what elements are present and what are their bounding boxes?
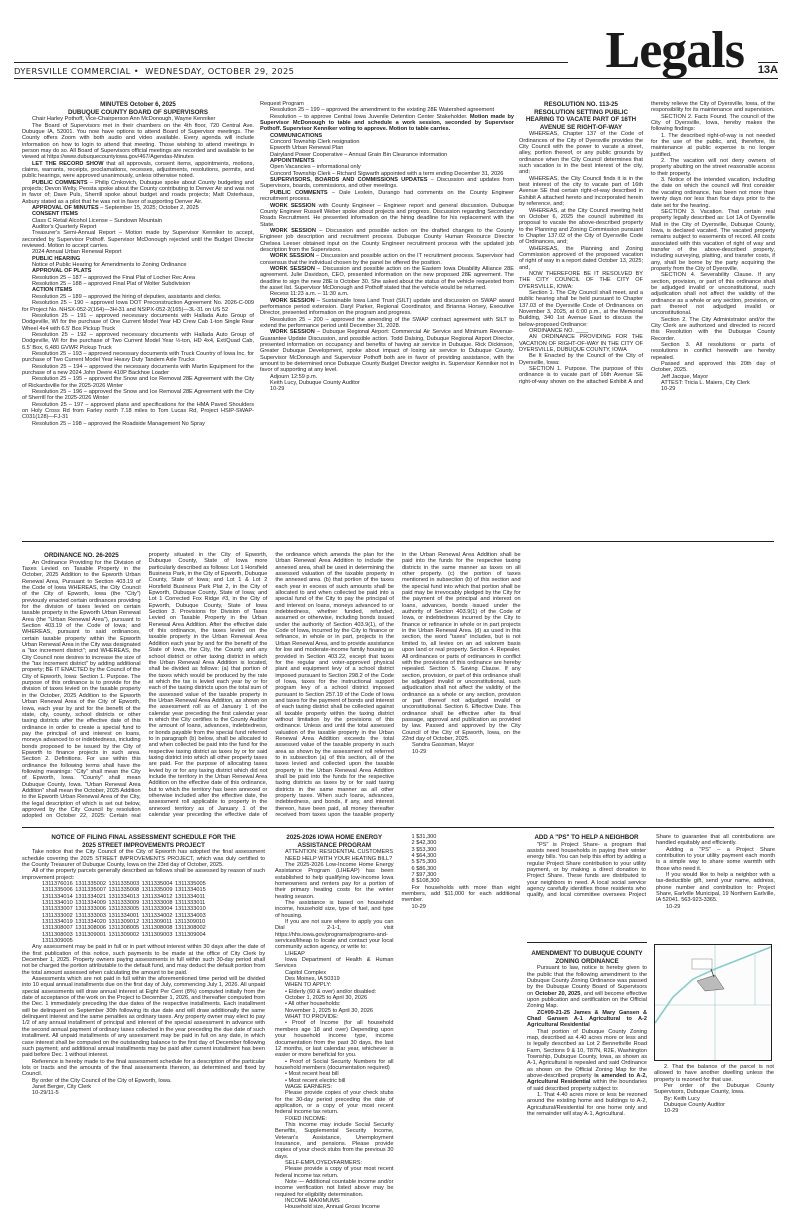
paragraph: WHEREAS, the City Council finds it is in the best interest of the city to vacate part of 16th Avenue SE that certain right-of-way described in Exhibit A attached hereto and incorporated herein by reference, and; [519,175,643,208]
assessment-notice [22,834,265,1097]
liheap-line: Capitol Complex [285,969,327,976]
paragraph: 2. The vacation will not deny owners of property abutting on the street reasonable access to their property. [651,158,775,177]
paragraph: AN ORDINANCE PROVIDING FOR THE VACATION OF RIGHT-OF-WAY IN THE CITY OF DYERSVILLE, DUBUQUE COUNTY, IOWA [519,334,643,354]
plat-item: Resolution 25 – 188 – approved Final Plat of Wolter Subdivision [32,281,191,288]
parcel-row: 1311376016 1311335002 1311335003 1311335004 1311335005 [42,880,206,887]
pc2-label: PUBLIC COMMENTS [270,189,328,196]
work-session [260,253,514,266]
action-item: Resolution 25 – 197 – approved plans and specifications for the HMA Paved Shoulders on Holy Cross Rd from Farley north 7.18 miles to Tom Lucas Rd, Project HSIP-SWAP-C031(128)—FJ-31 [22,401,254,421]
liheap-line: • Elderly (60 & over) and/or disabled: [285,988,377,995]
appointment-item: Concord Township Clerk – Richard Sigwarth appointed with a term ending December 31, 2026 [270,170,504,177]
liheap-line: October 1, 2025 to April 30, 2026 [285,995,368,1002]
ws-label: WORK SESSION [270,297,315,304]
liheap-line: • Proof of Social Security Numbers for all household members (documentation required) [275,1058,394,1071]
parcel-row: 1311333007 1311333006 1311333005 1311333004 1311333010 [42,906,206,913]
action-item: Resolution 25 – 193 – approved necessary documents with Truck Country of Iowa Inc. for purchase of Two Current Model Year Heavy Duty Tandem Axle Trucks [22,350,254,364]
order-line: Per order of the Dubuque County Supervisors, Dubuque County, Iowa. [654,1083,774,1096]
paragraph: Section 3. All resolutions or parts of resolutions in conflict herewith are hereby repealed. [651,342,775,361]
parcel-map-icon [655,945,771,1060]
parcel-row: 1311334010 1311334009 1311333009 1311333008 1311333011 [42,899,206,906]
liheap-line: WHAT TO PROVIDE: [285,1014,339,1021]
liheap-line: If you are not sure where to apply you can Dial 2-1-1, visit https://hhs.iowa.gov/programs/programs-and-services/liheap to locate and contact your local community action agency, or write to: [275,918,394,951]
order-line: By order of the City Council of the City of Epworth, Iowa. [32,1077,172,1084]
consent-item: Auditor's Quarterly Report [32,224,97,231]
zoning-amendment-col1 [527,950,647,1222]
auditor-signature: Keith Lucy, Dubuque County Auditor [270,380,360,387]
adjourn: Adjourn 12:59 p.m. [270,373,318,380]
household-size: 2 [411,840,415,847]
record-show [22,161,254,180]
liheap-notice [275,834,520,1214]
issue-date: WEDNESDAY, OCTOBER 29, 2025 [145,66,295,76]
parcel-row: 1311333002 1311333003 1311334001 1311334002 1311334003 [42,912,206,919]
resolution-subtitle: RESOLUTION SETTING PUBLIC HEARING TO VACATE PART OF 16TH AVENUE SE RIGHT-OF-WAY [525,108,637,131]
action-item: Resolution 25 – 198 – approved the Roadside Management No Spray [32,420,205,427]
liheap-line: INCOME MAXIMUMS [285,1198,340,1205]
liheap-line: Iowa Department of Health & Human Services [275,957,394,970]
liheap-line: Des Moines, IA 50319 [285,976,340,983]
action-item: Resolution 25 – 192 – approved necessary documents with Hallada Auto Group of Dodgeville, WI for the purchase of Two Current Model Year ½-ton, HD 4x4, Ext/Quad Cab, 6.5' Box, 6,480 GVWR Pickup Truck [22,331,254,351]
intro-date: October 20, 2025 [535,990,581,997]
resolution-title: RESOLUTION NO. 113-25 [544,101,618,108]
desc-bold: is amended to A-2, Agricultural Residential [527,1073,647,1086]
household-size: 8 [411,878,415,885]
header-rule [14,62,568,63]
public-comments [22,180,254,205]
publication-code: 10-29 [664,1108,679,1115]
intro-end: , and will become effective upon publication and certification on the Official Zoning Map. [527,990,647,1010]
liheap-title: 2025-2026 IOWA HOME ENERGY ASSISTANCE PROGRAM [286,834,383,849]
liheap-line: • Proof of Income (for all household members age 18 and over) Depending upon your household income type, income documentation from the past 30 days, the last 12 months, or last calendar year, whichever is easier or more beneficial for you. [275,1020,394,1059]
intro-text: Pursuant to law, notice is hereby given to the public that the following amendment to the Dubuque County Zoning Ordinance was passed by the Dubuque County Board of Supervisors on [527,965,647,997]
publication-code: 10-29 [666,903,681,910]
publication-code: 10-29 [661,386,676,393]
notice-subtitle: 2025 STREET IMPROVEMENTS PROJECT [82,841,205,849]
action-item: Resolution 25 – 191 – approved necessary documents with Hallada Auto Group of Dodgeville, WI for the purchase of One Current Model Year HD Crew Cab 1-ton Single Rear Wheel 4x4 with 6.5' Box Pickup Truck [22,312,254,332]
ws-text: – Discussion and possible action on the drafted changes to the County Engineer job description and recruitment process. Dubuque County Human Resource Director Chelsea Leeser obtained input on the County Engineer recruitment process with the updated job description from the Supervisors. [260,227,514,253]
notice-title: NOTICE OF FILING FINAL ASSESSMENT SCHEDULE FOR THE [51,834,236,841]
publication-code: 10-29 [411,903,426,910]
liheap-line: The assistance is based on household income, household size, type of fuel, and type of housing. [275,899,394,919]
separator: • [133,66,140,76]
paragraph: Section 1. The City Council shall meet, and a public hearing shall be held pursuant to Chapter 137.03 of the Dyersville Code of Ordinances on November 3, 2025, at 6:00 p.m., at the Memorial Building, 340 1st Avenue East to discuss the below-proposed Ordinance: [519,289,643,328]
desc-end: within the boundaries of said described property subject to: [527,1079,647,1092]
consent-item: 2024 Annual Urban Renewal Report [32,249,122,256]
paragraph: WHEREAS, at the City Council meeting held on October 6, 2025 the council submitted its proposal to vacate the above-described property to the Planning and Zoning Commission pursuant to Chapter 137.02 of the City of Dyersville Code of Ordinances, and; [519,207,643,246]
zoning-description [527,1029,647,1092]
ws-text: – Dubuque Regional Airport: Commercial Air Service and Minimum Revenue-Guarantee Update Discussion, and possible action. Todd Dalsing, Dubuque Regional Airport Director, presented information on occupancy and benefits of having air service in Dubuque. Rick Dickinson, Greater Dubuque Development, spoke about impact of losing air service to Dubuque County. Supervisor McDonough and Supervisor Pothoff both are in favor of providing assistance, with the amount to be determined once Dubuque County Budget Director weighs in. Supervisor Kenniker not in favor of supporting at any level. [260,329,514,374]
paragraph: NOW THEREFORE BE IT RESOLVED BY THE CITY COUNCIL OF THE CITY OF DYERSVILLE, IOWA: [519,270,643,290]
household-size: 5 [411,859,415,866]
paragraph: "PS" is Project Share- a program that assists need households in paying their winter energy bills. You can help this effort by adding a regular Project Share contribution to your utility payment, or by making a direct donation to Project Share. These funds are distributed to your neighbors in need. A local social service agency carefully identifies those residents who qualify, and local committee oversees Project Share to guarantee that all contributions are handled equitably and efficiently. [527,834,775,899]
publication-name: DYERSVILLE COMMERCIAL [14,66,131,76]
paragraph: SECTION 3. Vacation. That certain real property legally described as: Lot 1A of Dyersville Mall in the City of Dyersville, Dubuque County, Iowa, is declared vacated. The vacated property remains subject to easements of record. All costs associated with this vacation of right of way and transfer of the above-described property, including surveying, platting, and transfer costs, if any, shall be borne by the party acquiring the property from the City of Dyersville. [651,208,775,272]
liheap-line: ATTENTION: RESIDENTIAL CUSTOMERS [285,849,394,856]
household-size: 6 [411,865,415,872]
income-max: $108,300 [416,878,440,885]
liheap-line: • All other households: [285,1001,341,1008]
communication-item: Concord Township Clerk resignation [270,139,360,146]
household-size: 3 [411,846,415,853]
res-motion: Motion made by Supervisor McDonough to table and schedule a work session, seconded by Supervisor Pothoff. Supervisor Kenniker voting to approve. Motion to table carries. [260,113,514,133]
paragraph: Adding a "PS" – a Project Share contribution to your utility payment each month is a simple way to share some warmth with those who need it. [656,846,775,872]
approval-text: – September 15, 2025; October 2, 2025 [98,205,199,211]
paragraph: 3. Notice of the intended vacation, including the date on which the council will first consider the vacating ordinance, has been not more than twenty days nor less than four days prior to the date set for the hearing. [651,177,775,209]
parcel-row: 1311334014 1311334021 1311334013 1311334012 1311334011 [42,893,206,900]
paragraph: Section 2. The City Administrator and/or the City Clerk are authorized and directed to record this Resolution with the Dubuque County Recorder. [651,316,775,342]
ws-label: WORK SESSION [270,202,316,209]
parcel-row: 1311308007 1311308006 1311308005 1311308008 1311308002 [42,925,206,932]
parcel-row: 1311334019 1311334020 1311309012 1311309011 1311309010 [42,918,206,925]
action-item: Resolution 25 – 194 – approved the necessary documents with Martin Equipment for the purchase of a new 2024 John Deere 410P Backhoe Loader [22,363,254,376]
desc-text: That portion of Dubuque County Zoning map, described as 4.40 acres more or less and is legally described as Lot 2 Bennettville Road Farm, Sections 9 & 10, T87N, R2E, Washington Township, Dubuque County, Iowa, as shown as A-1, Agricultural is repealed and said Ordinance as shown on the Official Zoning Map for the above-described property [527,1028,647,1080]
updates [260,177,514,190]
pc-text: – Philip Crnkovich, Dubuque spoke about County budgeting and projects; Devon Welty, Peosta spoke about the County contributing to Denver Air and was not in favor of; Dave Puls, Sherrill spoke about budget and roads projects; Matt Osterhaus, Asbury stated as a pilot that he was not in favor of supporting Denver Air. [22,179,254,205]
ordinance-body: An Ordinance Providing for the Division of Taxes Levied on Taxable Property in the October, 2025 Addition to the Epworth Urban Renewal Area, Pursuant to Section 403.19 of the Code of Iowa WHEREAS, the City Council of the City of Epworth, Iowa (the "City") previously enacted certain ordinances providing for the division of taxes levied on certain taxable property in the Epworth Urban Renewal Area (the "Urban Renewal Area"), pursuant to Section 403.19 of the Code of Iowa; and WHEREAS, pursuant to said ordinances, certain taxable property within the Epworth Urban Renewal Area in the City was designated a "tax increment district"; and WHEREAS, the City Council now desires to increase the size of the "tax increment district" by adding additional property; BE IT ENACTED by the Council of the City of Epworth, Iowa: Section 1. Purpose. The purpose of this ordinance is to provide for the division of taxes levied on the taxable property in the October, 2025 Addition to the Epworth Urban Renewal Area of the City of Epworth, Iowa, each year by and for the benefit of the state, city, county, school districts or other taxing districts after the effective date of this ordinance in order to create a special fund to pay the principal of and interest on loans, moneys advanced to or indebtedness, including bonds proposed to be issued by the City of Epworth to finance projects in such area. Section 2. Definitions. For use within this ordinance the following terms shall have the following meanings: "City" shall mean the City of Epworth, Iowa. "County" shall mean Dubuque County, Iowa. "Urban Renewal Area Addition" shall mean the October, 2025 Addition to the Epworth Urban Renewal Area of the City, the legal description of which is set out below, approved by the City Council by resolution adopted on October 22, 2025: Certain real property situated in the City of Epworth, Dubuque County, State of Iowa more particularly described as follows: Lot 1 Horsfield Business Park, in the City of Epworth, Dubuque County, State of Iowa; and Lot 1 & Lot 2 Horsfield Business Park Plat 2, in the City of Epworth, Dubuque County, State of Iowa; and Lot 1 Corrected Fox Ridge #3, in the City of Epworth, Dubuque County, State of Iowa Section 3. Provisions for Division of Taxes Levied on Taxable Property in the Urban Renewal Area Addition. After the effective date of this ordinance, the taxes levied on the taxable property in the Urban Renewal Area Addition each year by and for the benefit of the State of Iowa, the City, the County and any school district or other taxing district in which the Urban Renewal Area Addition is located, shall be divided as follows: (a) that portion of the taxes which would be produced by the rate at which the tax is levied each year by or for each of the taxing districts upon the total sum of the assessed value of the taxable property in the Urban Renewal Area Addition, as shown on the assessment roll as of January 1 of the calendar year preceding the first calendar year in which the City certifies to the County Auditor the amount of loans, advances, indebtedness, or bonds payable from the special fund referred to in paragraph (b) below, shall be allocated to and when collected be paid into the fund for the respective taxing district as taxes by or for said taxing district into which all other property taxes are paid. For the purpose of allocating taxes levied by or for any taxing district which did not include the territory in the Urban Renewal Area Addition on the effective date of this ordinance, but to which the territory has been annexed or otherwise included after the effective date, the assessment roll applicable to property in the annexed territory as of January 1 of the calendar year preceding the effective date of the ordinance which amends the plan for the Urban Renewal Area Addition to include the annexed area, shall be used in determining the assessed valuation of the taxable property in the annexed area. (b) that portion of the taxes each year in excess of such amounts shall be allocated to and when collected be paid into a special fund of the City to pay the principal of and interest on loans, moneys advanced to or indebtedness, whether funded, refunded, assumed or otherwise, including bonds issued under the authority of Section 403.9(1), of the Code of Iowa, incurred by the City to finance or refinance, in whole or in part, projects in the Urban Renewal Area, and to provide assistance for low and moderate-income family housing as provided in Section 403.22, except that taxes for the regular and voter-approved physical plant and equipment levy of a school district imposed pursuant to Section 298.2 of the Code of Iowa, taxes for the instructional support program levy of a school district imposed pursuant to Section 257.19 of the Code of Iowa and taxes for the payment of bonds and interest of each taxing district shall be collected against all taxable property within the taxing district without limitation by the provisions of this ordinance. Unless and until the total assessed valuation of the taxable property in the Urban Renewal Area Addition exceeds the total assessed value of the taxable property in such area as shown by the assessment roll referred to in subsection (a) of this section, all of the taxes levied and collected upon the taxable property in the Urban Renewal Area Addition shall be paid into the funds for the respective taxing districts as taxes by or for said taxing districts in the same manner as all other property taxes. When such loans, advances, indebtedness, and bonds, if any, and interest thereon, have been paid, all money thereafter received from taxes upon the taxable property in the Urban Renewal Area Addition shall be paid into the funds for the respective taxing districts in the same manner as taxes on all other property. (c) the portion of taxes mentioned in subsection (b) of this section and the special fund into which that portion shall be paid may be irrevocably pledged by the City for the payment of the principal and interest on loans, advances, bonds issued under the authority of Section 403.9(1) of the Code of Iowa, or indebtedness incurred by the City to finance or refinance in whole or in part projects in the Urban Renewal Area. (d) as used in this section, the word "taxes" includes, but is not limited to, all levies on an ad valorem basis upon land or real property. Section 4. Repealer. All ordinances or parts of ordinances in conflict with the provisions of this ordinance are hereby repealed. Section 5. Saving Clause. If any section, provision, or part of this ordinance shall be adjudged invalid or unconstitutional, such adjudication shall not affect the validity of the ordinance as a whole or any section, provision or part thereof not adjudged invalid or unconstitutional. Section 6. Effective Date. This ordinance shall be effective after its final passage, approval and publication as provided by law. Passed and approved by the City Council of the City of Epworth, Iowa, on the 22nd day of October, 2025. [22,552,521,820]
parcel-row: 1311308003 1311309001 1311309002 1311309003 1311309004 [42,931,206,938]
liheap-line: NEED HELP WITH YOUR HEATING BILL? [285,855,393,862]
ws-text: with County Engineer – Engineer report and general discussion. Dubuque County Engineer Russell Weber spoke about projects and progress. Discussion regarding Secondary Roads Recruitment. He presented information on the hiring deadline for his replacement with the State. [260,202,514,228]
appointments-heading: APPOINTMENTS [270,158,315,165]
zoning-condition: 2. That the balance of the parcel is not allowed to have another dwelling unless the property is rezoned for that use. [654,1064,774,1083]
continued-text: Request Program [260,101,304,107]
liheap-line: November 1, 2025 to April 30, 2026 [285,1007,374,1014]
resolution-200: Resolution 25 – 200 – approved the amending of the SWAP contract agreement with SILT to extend the performance period until December 31, 2028. [260,316,514,330]
communications-heading: COMMUNICATIONS [270,132,323,139]
notice-intro: Take notice that the City Council of the City of Epworth has adopted the final assessment schedule covering the 2025 STREET IMPROVEMENTS PROJECT, which was duly certified to the County Treasurer of Dubuque County, Iowa on the 23rd day of October, 2025. [22,849,265,868]
liheap-line: • Most recent electric bill [285,1077,346,1084]
signer: By: Keith Lucy [664,1095,700,1102]
income-max: $75,300 [416,859,437,866]
pc2-text: – Dale Leslein, Durango had comments on the County Engineer recruitment process. [260,189,515,203]
paragraph: Be It Enacted by the Council of the City of Dyersville, Iowa: [519,353,643,366]
clerk-signature: Janet Berger, City Clerk [32,1083,92,1090]
publication-code: 10-29 [411,748,427,755]
section-title: Legals [605,22,744,79]
household-size: 4 [411,853,415,860]
household-size: 1 [411,834,415,840]
income-max: $64,300 [416,853,437,860]
parcels-intro: All of the property parcels generally described as follows shall be assessed by reason of such improvement project: [22,868,265,881]
income-max: $31,300 [416,834,437,840]
work-session [260,203,514,228]
plats-heading: APPROVAL OF PLATS [32,268,92,275]
consent-item: Treasurer's Semi-Annual Report – Motion made by Supervisor Kenniker to accept, seconded by Supervisor Pothoff. Supervisor McDonough rejected until the Budget Director reviewed. Motion to accept carries. [22,230,254,250]
publication-code: 10-29 [270,386,285,393]
paragraph: 1. The described right-of-way is not needed for the use of the public, and, therefore, its maintenance at public expense is no longer justified. [651,132,775,158]
installments-paragraph: Assessments which are not paid in full within the aforementioned time period will be divided into 10 equal annual installments due on the first day of July, commencing July 1, 2026. All unpaid special assessments will draw annual interest at Eight Per Cent (8%) computed initially from the date of acceptance of the work on the Project to December 1, 2026, and thereafter computed from the Dec. 1 immediately preceding the due dates of the respective installments. Each installment will be delinquent on September 30th following its due date and will draw additionally the same delinquent interest and the same penalties as ordinary taxes. Any property owner may elect to pay 1/2 of any annual installment of principal and interest of the special assessment in advance with the second annual payment of ordinary taxes collected in the year preceding the due date of such installment. All unpaid installments of any assessment may be paid in full on any date, in which case interest shall be computed on the outstanding balance to the first day of December following such payment; and additional annual installments may be paid after current installment has been paid before Dec. 1 without interest. [22,976,265,1059]
household-size: 7 [411,872,415,879]
parcel-row: 1311335006 1311335007 1311335008 1311335009 1311334015 [42,887,206,894]
paragraph: SECTION 4. Severability Clause. If any section, provision, or part of this ordinance shall be adjudged invalid or unconstitutional, such adjudication shall not affect the validity of the ordinance as a whole or any section, provision, or part thereof not adjudged invalid or unconstitutional. [651,272,775,317]
paragraph: Passed and approved this 20th day of October, 2025. [651,361,775,374]
approval-label: APPROVAL OF MINUTES [32,205,99,211]
publication-dateline [14,66,294,76]
record-text: that all approvals, consent items, appointments, motions, claims, warrants, receipts, proclamations, recesses, adjustments, resolutions, permits, and public hearings, were approved unanimously, unless otherwise noted. [22,160,255,180]
minutes-title: MINUTES October 6, 2025 [100,101,176,108]
ordinance-26-notice [22,552,774,824]
resolution-juvenile [260,114,514,133]
updates-text: – Discussion and updates from Supervisors, boards, commissions, and other meetings. [260,177,514,190]
liheap-line: Please provide copies of your check stubs for the 30-day period preceding the date of application, or a copy of your most recent federal income tax return. [275,1090,394,1116]
liheap-line: • Most recent heat bill [285,1071,339,1078]
resolution-113-notice [519,101,775,393]
action-heading: ACTION ITEMS [32,287,73,294]
project-share-notice [527,834,775,910]
minutes-notice-col2 [260,101,514,393]
liheap-line: Household size, Annual Gross Income [285,1204,380,1211]
reference-paragraph: Reference is hereby made to the final assessment schedule for a description of the particular lots or tracts and the amounts of the final assessments thereon, as determined and fixed by Council. [22,1058,265,1078]
liheap-line: The 2025-2026 Low-Income Home Energy Assistance Program (LIHEAP) has been established to help qualifying low-income Iowa homeowners and renters pay for a portion of their primary heating costs for the winter heating season. [275,861,394,900]
action-item: Resolution 25 – 190 – approved Iowa DOT Preconstruction Agreement No. 2026-C-009 for Project No. NHSX-052-2(164)—3H-31 and NSIPX-052-2(165)—3L-31 on US 52 [22,300,254,313]
minutes-intro: The Board of Supervisors met in their chambers on the 4th floor, 720 Central Ave. Dubuque IA, 52001. You now have options to attend Board of Supervisor meetings. The County offers Zoom with both audio and video available. Every agenda will include information on how to login to attend that meeting. Those wishing to attend meetings in person may do so. All Board of Supervisors official meetings are recorded and available to be viewed at https://www.dubuquecountyiowa.gov/467/Agendas-Minutes [22,122,254,161]
income-max: $97,300 [416,872,437,879]
publication-code: 10-29/11-5 [32,1090,59,1097]
work-session [260,266,514,291]
paragraph: ORDINANCE NO. ____ [529,328,589,335]
hearing-item: Notice of Public Hearing for Amendments to Zoning Ordinance [32,262,187,269]
project-share-title: ADD A "PS" TO HELP A NEIGHBOR [534,834,639,841]
ws-label: WORK SESSION [270,227,316,234]
mayor-signature: Sandra Gassman, Mayor [411,742,475,749]
consent-heading: CONSENT ITEMS [32,211,78,218]
parcel-row: 1311309005 [42,938,73,944]
liheap-line: SELF-EMPLOYED/FARMERS: [285,1160,363,1167]
zoning-condition: 1. That 4.40 acres more or less be rezoned around the existing home and buildings to A-2, Agricultural/Residential for one home only and the remainder will stay A-1, Agricultural. [527,1092,647,1118]
liheap-line: WAGE EARNERS: [285,1083,333,1090]
ws-label: WORK SESSION [270,253,315,260]
consent-item: Class C Retail Alcohol License – Sundown Mountain [32,217,162,224]
work-session [260,298,514,317]
work-session [260,228,514,253]
minutes-subtitle: DUBUQUE COUNTY BOARD OF SUPERVISORS [67,108,209,116]
page-number: 13A [757,64,778,76]
zoning-case: ZC#09-21-25 James & Mary Gansen & Chad Gansen A-1 Agricultural to A-2 Agricultural Residential [527,1009,647,1029]
section-divider [22,827,774,828]
paragraph: SECTION 1. Purpose. The purpose of this ordinance is to vacate part of 16th Avenue SE right-of-way shown on the attached Exhibit A and thereby relieve the City of Dyersville, Iowa, of the responsibility for its maintenance and supervision. [519,101,775,385]
chair-line: Chair Harley Pothoff, Vice-Chairperson Ann McDonough, Wayne Kenniker [32,116,216,123]
plat-item: Resolution 25 – 187 – approved the Final Plat of Locher Rec Area [32,274,195,281]
signer-title: Dubuque County Auditor [664,1102,725,1109]
ws-label: WORK SESSION [270,329,315,336]
page-header [14,0,778,80]
section-divider [22,541,774,542]
liheap-line: This income may include Social Security Benefits, Supplemental Security Income, Veteran's Assistance, Unemployment Insurance, and pensions. Please provide copies of your check stubs from the previous 30 days. [275,1121,394,1160]
ordinance-title: ORDINANCE NO. 26-2025 [44,552,119,559]
ws-text: – Discussion and possible action on the IT recruitment process. Supervisor had consensus that the individual chosen by the panel be offered the position. [260,253,514,266]
liheap-line: Please provide a copy of your most recent federal income tax return. [275,1166,394,1179]
record-label: LET THE RECORD SHOW [32,160,104,167]
resolution-199: Resolution 25 – 199 – approved the amendment to the existing 28E Watershed agreement [270,107,494,114]
zoning-title: AMENDMENT TO DUBUQUE COUNTY ZONING ORDINANCE [531,950,643,965]
income-max: $86,300 [416,865,437,872]
work-session [260,329,514,373]
header-rule-bottom [14,78,778,79]
zoning-intro [527,965,647,1009]
section-divider [527,942,647,943]
liheap-line: WHEN TO APPLY: [285,982,332,989]
paragraph: WHEREAS, the Planning and Zoning Commission approved of the proposed vacation of right of way in a report dated October 13, 2025; and, [519,245,643,271]
liheap-line: LIHEAP [285,950,305,957]
minutes-notice-col1 [22,101,254,427]
ws-label: WORK SESSION [270,265,315,272]
ws-text: – Sustainable Iowa Land Trust (SILT) update and discussion on SWAP award performance period extension. Daryl Parker, Regional Coordinator, and Brianna Horsey, Executive Director, presented information on the program and progress. [260,297,514,317]
action-item: Resolution 25 – 195 – approved the Snow and Ice Removal 28E Agreement with the City of Rickardsville for the 2025-2026 Winter [22,376,254,389]
attest-signature: ATTEST: Tricia L. Maiers, City Clerk [661,380,750,387]
zoning-map-image [654,944,772,1061]
hearing-heading: PUBLIC HEARING [32,255,81,262]
income-max: $42,300 [416,840,437,847]
ws-text: – Discussion and possible action on the Eastern Iowa Disability Alliance 28E agreement. Julie Davidson, CEO, presented information on the new proposed 28E agreement. The deadline to sign the new 28E is October 30. She asked about the status of the vehicle requested from the asset list. Supervisor McDonough and Pothoff stated that the vehicle would be returned. [260,265,514,291]
recess: Recess 11:23 a.m. – 11:30 a.m. [270,291,349,298]
liheap-line: Note — Additional countable income and/or income verification not listed above may be required for eligibility determination. [275,1179,394,1198]
mayor-signature: Jeff Jacque, Mayor [661,373,709,380]
communication-item: Dairyland Power Cooperative – Annual Grain Bin Clearance information [270,151,448,158]
liheap-closing: For households with more than eight members, add $11,000 for each additional member. [401,884,520,904]
public-comments-2 [260,190,514,203]
paragraph: If you would like to help a neighbor with a tax-deductible gift, send your name, address, phone number and contribution to: Project Share, Earlville Municipal, 19 Northern Earlville, IA 52041. 563-923-3365. [656,872,775,904]
payment-paragraph: Any assessment may be paid in full or in part without interest within 30 days after the date of the first publication of this notice, such payments to be made at the office of City Clerk by December 1, 2025. Property owners paying assessments in full within such 30-day period shall not be charged the portion attributable to the default fund, and may deduct the default portion from the total amount assessed when calculating the amount to be paid. [22,944,265,976]
appointment-item: Open Vacancies – informational only [270,164,361,171]
action-item: Resolution 25 – 189 – approved the hiring of deputies, assistants and clerks. [32,293,222,300]
liheap-line: FIXED INCOME: [285,1115,327,1122]
paragraph: SECTION 2. Facts Found. The council of the City of Dyersville, Iowa, hereby makes the following findings: [651,113,775,133]
communication-item: Epworth Urban Renewal Plan [270,145,344,152]
res-text: Resolution – to approve Central Iowa Juvenile Detention Center Stakeholder. [270,113,468,120]
income-max: $53,300 [416,846,437,853]
action-item: Resolution 25 – 196 – approved the Snow and Ice Removal 28E Agreement with the City of Sherrill for the 2025-2026 Winter [22,388,254,402]
pc-label: PUBLIC COMMENTS [32,179,88,186]
zoning-amendment-col2 [654,1064,774,1115]
paragraph: WHEREAS, Chapter 137 of the Code of Ordinances of the City of Dyersville provides the City Council with the power to vacate a street, alley, portion thereof, or any public grounds by ordinance when the City Council determines that such vacation is in the best interest of the city, and; [519,131,643,176]
updates-label: SUPERVISORS, BOARDS AND COMMISSIONS UPDATES [270,177,428,184]
